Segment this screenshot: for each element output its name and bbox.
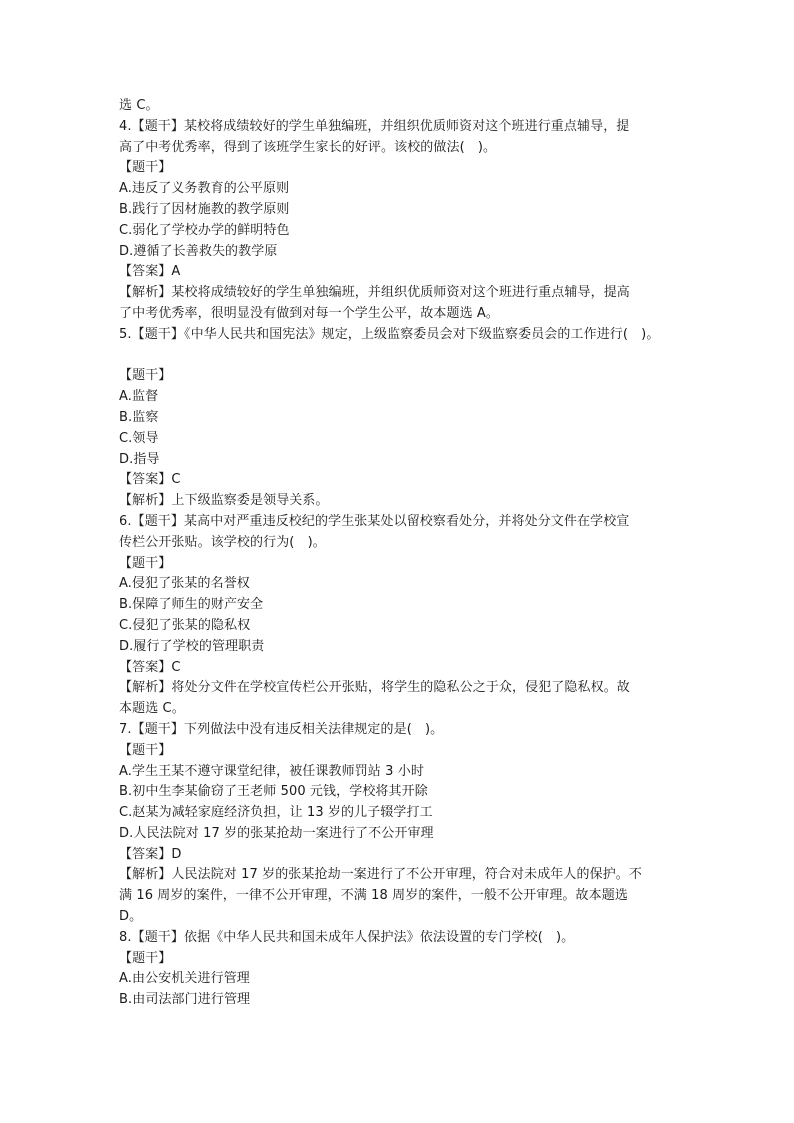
question-7-stem-label: 【题干】: [119, 742, 172, 758]
question-5-stem-label: 【题干】: [119, 368, 172, 384]
question-7-option-d: D.人民法院对 17 岁的张某抢劫一案进行了不公开审理: [119, 825, 434, 841]
question-6-stem-line-2: 传栏公开张贴。该学校的行为( )。: [119, 534, 326, 550]
question-4-option-a: A.违反了义务教育的公平原则: [119, 181, 290, 197]
question-6-option-a: A.侵犯了张某的名誉权: [119, 576, 250, 592]
question-4-stem-line-1: 4.【题干】某校将成绩较好的学生单独编班，并组织优质师资对这个班进行重点辅导，提: [119, 118, 630, 134]
question-text-body: [119, 96, 699, 1011]
question-5-option-b: B.监察: [119, 409, 159, 425]
question-7-analysis-line-1: 【解析】人民法院对 17 岁的张某抢劫一案进行了不公开审理，符合对未成年人的保护。不: [119, 867, 643, 883]
question-8-stem: 8.【题干】依据《中华人民共和国未成年人保护法》依法设置的专门学校( )。: [119, 929, 575, 945]
question-7-stem: 7.【题干】下列做法中没有违反相关法律规定的是( )。: [119, 721, 444, 737]
question-4-analysis-line-2: 了中考优秀率，很明显没有做到对每一个学生公平，故本题选 A。: [119, 305, 500, 321]
question-6-analysis-line-2: 本题选 C。: [119, 701, 185, 717]
question-5-stem-line-1: 5.【题干】《中华人民共和国宪法》规定，上级监察委员会对下级监察委员会的工作进行( )。: [119, 326, 660, 342]
question-4-option-d: D.遵循了长善救失的教学原: [119, 243, 278, 259]
question-4-answer: 【答案】A: [119, 264, 181, 280]
question-6-option-b: B.保障了师生的财产安全: [119, 597, 264, 613]
question-5-analysis: 【解析】上下级监察委是领导关系。: [119, 493, 329, 509]
question-4-stem-line-2: 高了中考优秀率，得到了该班学生家长的好评。该校的做法( )。: [119, 139, 497, 155]
question-7-option-c: C.赵某为减轻家庭经济负担，让 13 岁的儿子辍学打工: [119, 805, 433, 821]
question-5-option-d: D.指导: [119, 451, 160, 467]
question-7-answer: 【答案】D: [119, 846, 182, 862]
question-7-option-a: A.学生王某不遵守课堂纪律，被任课教师罚站 3 小时: [119, 763, 424, 779]
question-6-option-c: C.侵犯了张某的隐私权: [119, 617, 251, 633]
question-5-option-c: C.领导: [119, 430, 159, 446]
question-4-analysis-line-1: 【解析】某校将成绩较好的学生单独编班，并组织优质师资对这个班进行重点辅导，提高: [119, 285, 630, 301]
question-6-answer: 【答案】C: [119, 659, 181, 675]
blank-line: [119, 346, 699, 367]
question-6-stem-label: 【题干】: [119, 555, 172, 571]
question-8-option-a: A.由公安机关进行管理: [119, 971, 250, 987]
question-7-option-b: B.初中生李某偷窃了王老师 500 元钱，学校将其开除: [119, 784, 428, 800]
question-5-option-a: A.监督: [119, 389, 159, 405]
question-4-option-b: B.践行了因材施教的教学原则: [119, 201, 290, 217]
text-line: 选 C。: [119, 98, 159, 113]
question-4-stem-label: 【题干】: [119, 160, 172, 176]
question-7-analysis-line-2: 满 16 周岁的案件，一律不公开审理，不满 18 周岁的案件，一般不公开审理。故本题选: [119, 888, 628, 904]
question-4-option-c: C.弱化了学校办学的鲜明特色: [119, 222, 290, 238]
question-6-stem-line-1: 6.【题干】某高中对严重违反校纪的学生张某处以留校察看处分，并将处分文件在学校宣: [119, 513, 630, 529]
question-7-analysis-line-3: D。: [119, 909, 143, 925]
question-8-stem-label: 【题干】: [119, 950, 172, 966]
question-6-analysis-line-1: 【解析】将处分文件在学校宣传栏公开张贴，将学生的隐私公之于众，侵犯了隐私权。故: [119, 680, 630, 696]
question-8-option-b: B.由司法部门进行管理: [119, 992, 251, 1008]
question-5-answer: 【答案】C: [119, 472, 181, 488]
question-6-option-d: D.履行了学校的管理职责: [119, 638, 265, 654]
